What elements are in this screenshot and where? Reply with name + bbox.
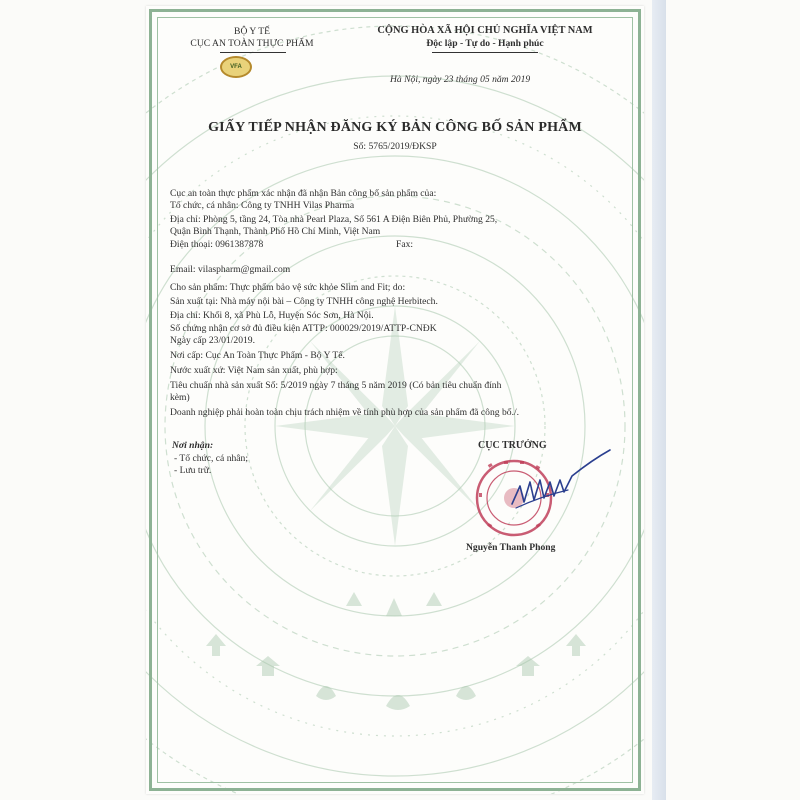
standard-line-1: Tiêu chuẩn nhà sản xuất Số: 5/2019 ngày 7 tháng 5 năm 2019 (Có bản tiêu chuẩn đính [170,380,502,391]
country-of-origin: Nước xuất xứ: Việt Nam sản xuất, phù hợp: [170,365,338,376]
certificate-document [146,6,644,794]
country-name: CỘNG HÒA XÃ HỘI CHỦ NGHĨA VIỆT NAM [377,25,593,36]
recipients-heading: Nơi nhận: [172,440,214,451]
recipient-item: - Lưu trữ. [174,465,212,476]
address-line-2: Quận Bình Thạnh, Thành Phố Hồ Chí Minh, Việt Nam [170,226,381,237]
document-title: GIẤY TIẾP NHẬN ĐĂNG KÝ BẢN CÔNG BỐ SẢN PHẨM [208,120,582,135]
recipient-item: - Tổ chức, cá nhân; [174,453,249,464]
fax-label: Fax: [396,239,414,250]
adjacent-page-edge [652,0,666,800]
issue-place-date: Hà Nội, ngày 23 tháng 05 năm 2019 [390,74,531,85]
manufacturer-address: Địa chỉ: Khối 8, xã Phù Lỗ, Huyện Sóc Sơn, Hà Nội. [170,310,374,321]
address-line-1: Địa chỉ: Phòng 5, tầng 24, Tòa nhà Pearl Plaza, Số 561 A Điện Biên Phủ, Phường 25, [170,214,498,225]
organization: Tổ chức, cá nhân: Công ty TNHH Vilas Pharma [170,200,355,211]
signer-name: Nguyễn Thanh Phong [466,542,556,553]
product-name: Cho sản phẩm: Thực phẩm bảo vệ sức khỏe Slim and Fit; do: [170,282,406,293]
issuing-authority: Nơi cấp: Cục An Toàn Thực Phẩm - Bộ Y Tế. [170,350,345,361]
intro-text: Cục an toàn thực phẩm xác nhận đã nhận Bản công bố sản phẩm của: [170,188,437,199]
motto-underline [432,52,538,53]
agency-name: CỤC AN TOÀN THỰC PHẨM [190,38,314,49]
email-address: Email: vilaspharm@gmail.com [170,264,291,275]
phone-number: Điện thoại: 0961387878 [170,239,264,250]
certificate-number: Số chứng nhận cơ sở đủ điều kiện ATTP: 000029/2019/ATTP-CNĐK [170,323,437,334]
manufacturer: Sản xuất tại: Nhà máy nội bài – Công ty TNHH công nghệ Herbitech. [170,296,438,307]
standard-line-2: kèm) [170,392,190,403]
vfa-logo: VFA [220,56,252,78]
ministry-name: BỘ Y TẾ [234,26,270,37]
national-motto: Độc lập - Tự do - Hạnh phúc [426,38,544,49]
agency-underline [220,52,286,53]
certificate-issue-date: Ngày cấp 23/01/2019. [170,335,255,346]
responsibility-statement: Doanh nghiệp phải hoàn toàn chịu trách nhiệm về tính phù hợp của sản phẩm đã công bố./. [170,407,520,418]
document-number: Số: 5765/2019/ĐKSP [353,141,437,152]
signer-position: CỤC TRƯỞNG [478,440,547,451]
handwritten-signature [502,446,612,526]
